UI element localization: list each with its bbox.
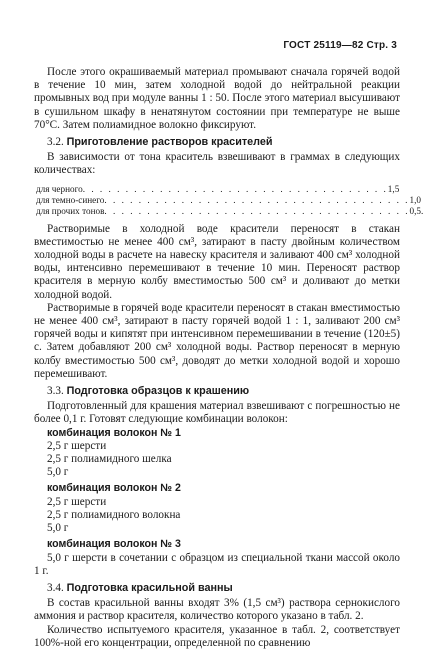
dye-quantity-list	[34, 183, 424, 217]
section-number: 3.4.	[47, 581, 64, 594]
quantity-label: для темно-синего	[36, 194, 105, 205]
section-title: Приготовление растворов красителей	[66, 136, 273, 149]
combo-1-line: 2,5 г шерсти	[47, 439, 107, 452]
section-title: Подготовка образцов к крашению	[66, 385, 250, 398]
quantity-label: для черного	[36, 183, 83, 194]
combo-2-line: 2,5 г полиамидного волокна	[47, 508, 181, 521]
paragraph-weighing: Подготовленный для крашения материал взвешивают с погрешностью не более 0,1 г. Готовят следующие комбинации волокон:	[34, 400, 400, 426]
section-number: 3.3.	[47, 385, 64, 398]
document-body	[34, 66, 424, 650]
combo-3-title: комбинация волокон № 3	[47, 538, 181, 551]
paragraph-hot-soluble: Растворимые в горячей воде красители переносят в стакан вместимостью не менее 400 см³, затирают в пасту горячей водой 1 : 1, заливают 200 см³ горячей воды и кипятят при интенсивном перемешивании в течение (120±5) с. Затем добавляют 200 см³ холодной воды. Раствор переносят в мерную колбу вместимостью 500 см³, доводят до метки холодной водой и хорошо перемешивают.	[34, 301, 400, 380]
section-title: Подготовка красильной ванны	[66, 581, 233, 594]
paragraph-bath-composition: В состав красильной ванны входят 3% (1,5 см³) раствора сернокислого аммония и раствор красителя, количество которого указано в табл. 2.	[34, 597, 400, 623]
quantity-label: для прочих тонов	[36, 205, 105, 216]
paragraph-cold-soluble: Растворимые в холодной воде красители переносят в стакан вместимостью не менее 400 см³, затирают в пасту двойным количеством холодной воды в расчете на навеску красителя и заливают 400 см³ холодной воды, интенсивно перемешивают в течение 10 мин. Переносят раствор красителя в мерную колбу вместимостью 500 см³ и доливают до метки холодной водой.	[34, 222, 400, 301]
quantity-value: 1,5	[387, 183, 400, 194]
combo-1-title: комбинация волокон № 1	[47, 426, 181, 439]
paragraph-combo-3: 5,0 г шерсти в сочетании с образцом из специальной ткани массой около 1 г.	[34, 551, 400, 577]
quantity-row: для прочих тонов . . . . . . . . . . . . . . . . . . . . . . . . . . . . . . . . . . . . 0,5.	[36, 205, 424, 216]
combo-1-line: 2,5 г полиамидного шелка	[47, 453, 172, 466]
quantity-row: для темно-синего . . . . . . . . . . . . . . . . . . . . . . . . . . . . . . . . . . . . 1,0	[36, 194, 421, 205]
section-number: 3.2.	[47, 136, 64, 149]
combo-2-line: 2,5 г шерсти	[47, 495, 107, 508]
combo-2-title: комбинация волокон № 2	[47, 482, 181, 495]
paragraph-rinse: После этого окрашиваемый материал промывают сначала горячей водой в течение 10 мин, затем холодной водой до нейтральной реакции промывных вод при модуле ванны 1 : 50. После этого материал высушивают в сушильном шкафу в ненатянутом состоянии при температуре не выше 70°С. Затем полиамидное волокно фиксируют.	[34, 66, 400, 131]
combo-1-line: 5,0 г	[47, 466, 69, 479]
section-3-2-heading	[34, 136, 400, 149]
quantity-value: 0,5.	[409, 205, 424, 216]
section-3-4-heading	[34, 582, 400, 595]
paragraph-dye-amounts: В зависимости от тона краситель взвешивают в граммах в следующих количествах:	[34, 151, 400, 177]
paragraph-dye-quantity: Количество испытуемого красителя, указанное в табл. 2, соответствует 100%-ной его концентрации, определенной по сравнению	[34, 623, 400, 649]
quantity-row: для черного . . . . . . . . . . . . . . . . . . . . . . . . . . . . . . . . . . . . 1,5	[36, 183, 400, 194]
quantity-value: 1,0	[409, 194, 421, 205]
combo-2-line: 5,0 г	[47, 522, 69, 535]
page-header: ГОСТ 25119—82 Стр. 3	[283, 40, 397, 51]
section-3-3-heading	[34, 385, 400, 398]
